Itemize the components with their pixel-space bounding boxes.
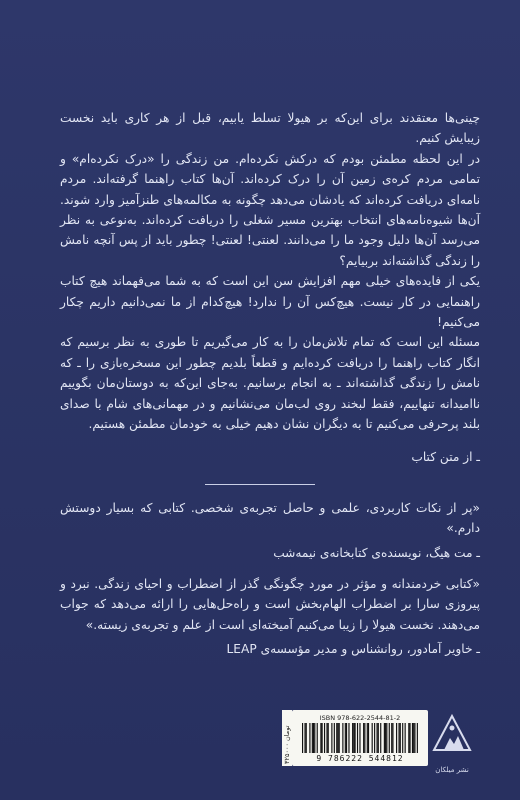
barcode-bar — [392, 723, 393, 753]
barcode-bar — [322, 723, 323, 753]
barcode-bar — [385, 723, 386, 753]
barcode-bar — [348, 723, 349, 753]
review-quote: «کتابی خردمندانه و مؤثر در مورد چگونگی گذر از اضطراب و احیای زندگی. نبرد و پیروزی سارا بر اضطراب الهام‌بخش است و راه‌حل‌هایی را ارائه می‌دهد که جواب می‌دهند. نخست هیولا را زیبا می‌کنیم آمیخته‌ای است از علم و تجربه‌ی زیسته.» — [60, 577, 480, 632]
excerpt-paragraph: چینی‌ها معتقدند برای این‌که بر هیولا تسلط یابیم، قبل از هر کاری باید نخست زیبایش کنیم. — [60, 111, 480, 146]
price-strip — [282, 710, 292, 766]
barcode-bar — [405, 723, 406, 753]
barcode-bar — [345, 723, 346, 753]
barcode-bar — [363, 723, 364, 753]
barcode-bar — [314, 723, 315, 753]
barcode-bar — [337, 723, 338, 753]
barcode-bar — [312, 723, 313, 753]
barcode-bar — [304, 723, 305, 753]
publisher-name: نشر میلکان — [435, 766, 469, 774]
excerpt-paragraph: یکی از فایده‌های خیلی مهم افزایش سن این است که به شما می‌فهماند هیچ کتاب راهنمایی در کار نیست. هیچ‌کس آن را ندارد! هیچ‌کدام از ما نمی‌دانیم داریم چکار می‌کنیم! — [60, 274, 480, 330]
barcode-bar — [309, 723, 310, 753]
excerpt-paragraph: در این لحظه مطمئن بودم که درکش نکرده‌ام. من زندگی را «درک نکرده‌ام» و تمامی مردم کره‌ی زمین آن را درک کرده‌اند. آن‌ها کتاب راهنما گرفته‌اند. مردم نامه‌ای دریافت کرده‌اند که یادشان می‌دهد چگونه به مکالمه‌های طنزآمیز وارد شوند. آن‌ها شیوه‌نامه‌های انتخاب بهترین مسیر شغلی را دریافت کرده‌اند. به‌نوعی به نظر می‌رسد آن‌ها دلیل وجود ما را می‌دانند. لعنتی! لعنتی! چطور باید از پس آنچه نامش را زندگی گذاشته‌اند بربیایم؟ — [60, 151, 480, 268]
barcode-bar — [346, 723, 347, 753]
barcode-bar — [391, 723, 392, 753]
barcode-bar — [380, 723, 381, 753]
barcode — [292, 710, 428, 766]
price-label: ۳۲۵۰۰۰ تومان — [283, 725, 291, 764]
barcode-bar — [302, 723, 303, 753]
barcode-bar — [339, 723, 340, 753]
barcode-bar — [367, 723, 368, 753]
barcode-bar — [353, 723, 354, 753]
barcode-bar — [413, 723, 414, 753]
barcode-bars — [302, 723, 418, 753]
barcode-bar — [374, 723, 375, 753]
barcode-bar — [376, 723, 377, 753]
isbn-label: ISBN 978-622-2544-81-2 — [319, 714, 401, 722]
barcode-bar — [334, 723, 335, 753]
mountain-logo-icon — [432, 714, 472, 766]
barcode-bar — [313, 723, 314, 753]
book-excerpt — [60, 108, 480, 467]
barcode-bar — [331, 723, 332, 753]
barcode-bar — [320, 723, 321, 753]
review-attribution: ـ خاویر آمادور، روانشناس و مدیر مؤسسه‌ی LEAP — [226, 642, 480, 657]
barcode-bar — [317, 723, 318, 753]
barcode-bar — [417, 723, 418, 753]
barcode-bar — [355, 723, 356, 753]
barcode-bar — [389, 723, 390, 753]
barcode-bar — [409, 723, 410, 753]
barcode-bar — [372, 723, 373, 753]
barcode-bar — [414, 723, 415, 753]
barcode-bar — [386, 723, 387, 753]
review-quote: «پر از نکات کاربردی، علمی و حاصل تجربه‌ی شخصی. کتابی که بسیار دوستش دارم.» — [60, 501, 480, 536]
barcode-bar — [336, 723, 337, 753]
barcode-digits: 9 786222 544812 — [316, 754, 404, 763]
barcode-bar — [328, 723, 329, 753]
review — [60, 498, 480, 563]
barcode-bar — [324, 723, 325, 753]
barcode-bar — [396, 723, 397, 753]
barcode-bar — [368, 723, 369, 753]
barcode-bar — [326, 723, 327, 753]
excerpt-paragraph: مسئله این است که تمام تلاش‌مان را به کار می‌گیریم تا طوری به نظر برسیم که انگار کتاب راهنما را دریافت کرده‌ایم و قطعاً بلدیم چطور این مسخره‌بازی را ـ که نامش را زندگی گذاشته‌اند ـ به انجام برسانیم. به‌جای این‌که به دوستان‌مان بگوییم ناامیدانه تنهاییم، فقط لبخند روی لب‌مان می‌نشانیم و در مهمانی‌های شام با صدای بلند پرحرفی می‌کنیم تا به دیگران نشان دهیم خیلی به خودمان مطمئن هستیم. — [60, 335, 480, 432]
barcode-bar — [364, 723, 365, 753]
review-attribution: ـ مت هیگ، نویسنده‌ی کتابخانه‌ی نیمه‌شب — [273, 545, 480, 560]
barcode-bar — [342, 723, 343, 753]
section-divider — [205, 484, 315, 485]
excerpt-source: ـ از متن کتاب — [411, 449, 480, 464]
barcode-bar — [352, 723, 353, 753]
barcode-bar — [412, 723, 413, 753]
barcode-bar — [402, 723, 403, 753]
barcode-bar — [306, 723, 307, 753]
barcode-bar — [398, 723, 399, 753]
barcode-bar — [378, 723, 379, 753]
barcode-bar — [359, 723, 360, 753]
barcode-bar — [357, 723, 358, 753]
review — [60, 574, 480, 660]
barcode-bar — [408, 723, 409, 753]
barcode-bar — [384, 723, 385, 753]
barcode-bar — [400, 723, 401, 753]
